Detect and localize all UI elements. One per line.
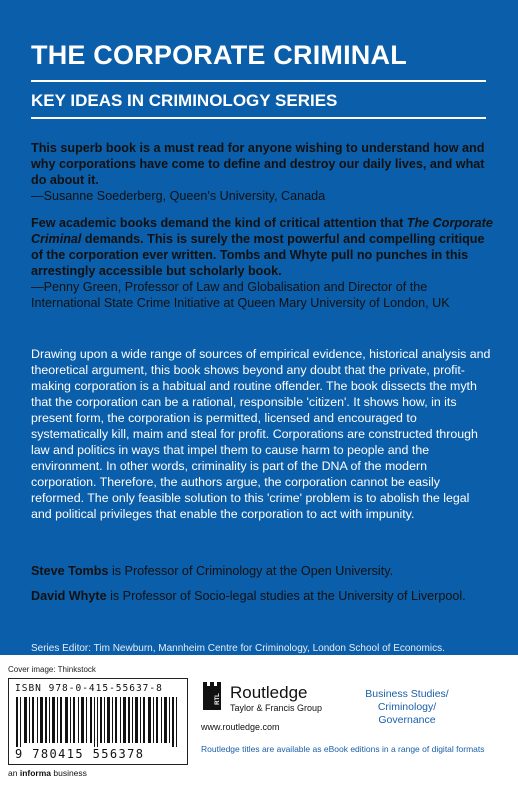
- subject-categories: [352, 688, 462, 727]
- series-rule: [31, 117, 486, 119]
- series-editor: Series Editor: Tim Newburn, Mannheim Centre for Criminology, London School of Economics.: [31, 643, 445, 654]
- author-name-2: David Whyte: [31, 589, 107, 603]
- author-bio-2: David Whyte is Professor of Socio-legal studies at the University of Liverpool.: [31, 589, 466, 603]
- author-name-1: Steve Tombs: [31, 564, 109, 578]
- cover-image-credit: Cover image: Thinkstock: [8, 665, 96, 674]
- ebook-note: Routledge titles are available as eBook editions in a range of digital formats: [201, 744, 485, 754]
- author-bio-1: Steve Tombs is Professor of Criminology at the Open University.: [31, 564, 394, 578]
- ean-number: 9 780415 556378: [15, 747, 145, 761]
- subject-2: Criminology/: [377, 701, 437, 713]
- endorsement-1-text: This superb book is a must read for anyone wishing to understand how and why corporations have come to define and destroy our daily lives, and what do about it.: [31, 141, 485, 187]
- routledge-tower-icon: [201, 682, 225, 712]
- endorsement-2: [31, 215, 493, 311]
- isbn-label: ISBN 978-0-415-55637-8: [15, 683, 163, 694]
- endorsement-1-attribution: —Susanne Soederberg, Queen's University, Canada: [31, 189, 326, 203]
- endorsement-1: [31, 140, 493, 204]
- svg-text:RTL: RTL: [215, 693, 221, 705]
- barcode: [8, 678, 188, 765]
- endorsement-2-attribution: —Penny Green, Professor of Law and Globalisation and Director of the International State Crime Initiative at Queen Mary University of London, UK: [31, 280, 450, 310]
- title-rule: [31, 80, 486, 82]
- publisher-url: www.routledge.com: [201, 722, 280, 732]
- endorsement-2-text: Few academic books demand the kind of critical attention that The Corporate Criminal demands. This is surely the most powerful and compelling critique of the corporation ever written. Tombs and Whyte pull no punches in this arrestingly accessible but scholarly book.: [31, 216, 493, 278]
- series-name: KEY IDEAS IN CRIMINOLOGY SERIES: [31, 91, 338, 110]
- book-title: THE CORPORATE CRIMINAL: [31, 40, 407, 70]
- informa-tagline: an informa business: [8, 768, 87, 778]
- publisher-name: Routledge: [230, 683, 308, 702]
- book-blurb: Drawing upon a wide range of sources of empirical evidence, historical analysis and theoretical argument, this book shows beyond any doubt that the private, profit-making corporation is a habitual and routine offender. The book dissects the myth that the corporation can be a rational, responsible 'citizen'. It shows how, in its present form, the corporation is permitted, licensed and encouraged to systematically kill, maim and steal for profit. Corporations are constructed through law and politics in ways that impel them to cause harm to people and the environment. In other words, criminality is part of the DNA of the modern corporation. Therefore, the authors argue, the corporation cannot be easily reformed. The only feasible solution to this 'crime' problem is to abolish the legal and political privileges that enable the corporation to act with impunity.: [31, 347, 491, 521]
- subject-3: Governance: [378, 714, 436, 726]
- subject-1: Business Studies/: [365, 688, 449, 700]
- publisher-group: Taylor & Francis Group: [230, 703, 323, 713]
- barcode-bars-icon: [16, 697, 180, 747]
